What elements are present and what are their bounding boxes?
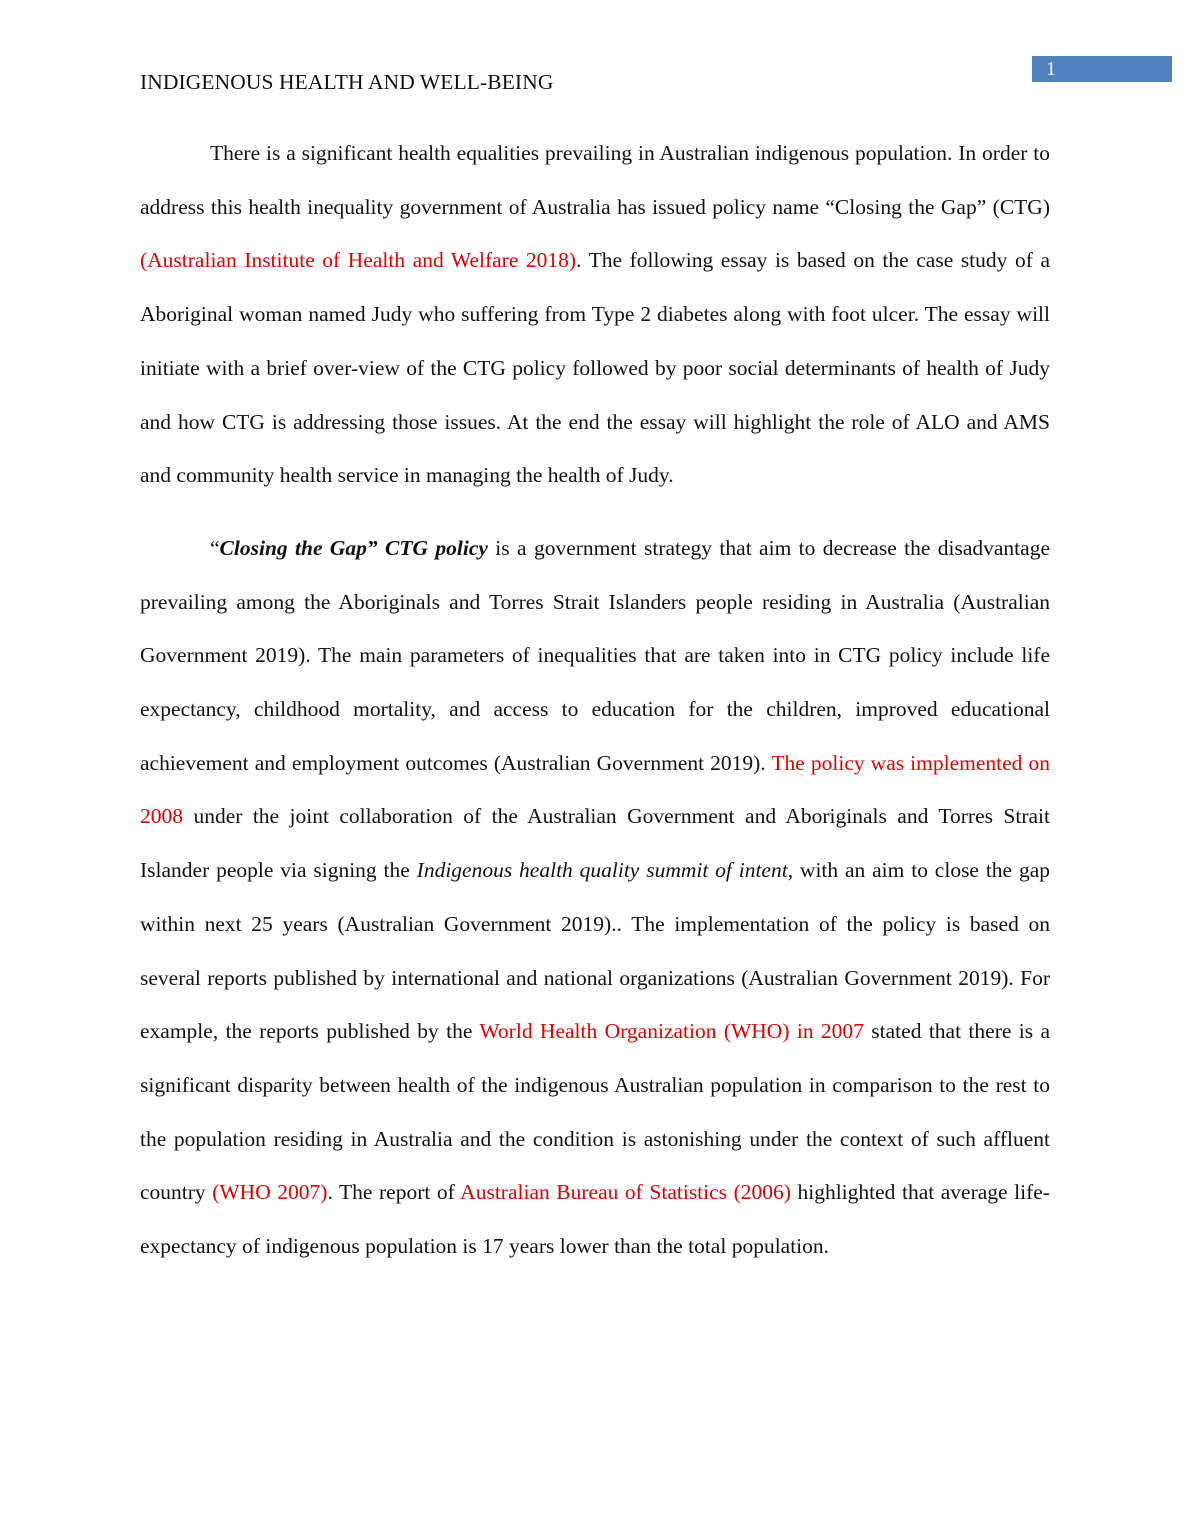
paragraph-introduction: [140, 127, 1050, 503]
text-run: . The report of: [327, 1180, 461, 1205]
text-run: There is a significant health equalities prevailing in Australian indigenous population. In order to address this health inequality government of Australia has issued policy name “Closing the Gap” (CTG): [140, 141, 1050, 219]
text-run: highlighted that average life-expectancy of indigenous population is 17 years lower than the total population.: [140, 1180, 1050, 1259]
page-number-box: [1032, 56, 1172, 82]
document-body: [140, 127, 1050, 1274]
citation-abs-2006: Australian Bureau of Statistics (2006): [460, 1180, 791, 1205]
text-run: . The following essay is based on the case study of a Aboriginal woman named Judy who suffering from Type 2 diabetes along with foot ulcer. The essay will initiate with a brief over-view of the CTG policy followed by poor social determinants of health of Judy and how CTG is addressing those issues. At the end the essay will highlight the role of ALO and AMS and community health service in managing the health of Judy.: [140, 248, 1050, 488]
highlight-who-2007: World Health Organization (WHO) in 2007: [479, 1019, 864, 1044]
citation-who-2007: (WHO 2007): [212, 1180, 328, 1205]
page-number: 1: [1046, 58, 1056, 80]
citation-aihw-2018: (Australian Institute of Health and Welfare 2018): [140, 248, 577, 273]
text-run: , with an aim to close the gap within next 25 years (Australian Government 2019).. The implementation of the policy is based on several reports published by international and national organizations (Australian Government 2019). For example, the reports published by the: [140, 858, 1050, 1044]
term-closing-the-gap: Closing the Gap” CTG policy: [219, 535, 488, 560]
running-head: INDIGENOUS HEALTH AND WELL-BEING: [140, 70, 554, 94]
text-run: stated that there is a significant disparity between health of the indigenous Australian population in comparison to the rest to the population residing in Australia and the condition is astonishing under the context of such affluent country: [140, 1019, 1051, 1205]
paragraph-ctg-policy: [140, 522, 1050, 1274]
highlight-policy-2008: The policy was implemented on 2008: [140, 750, 1050, 829]
text-run: is a government strategy that aim to decrease the disadvantage prevailing among the Aboriginals and Torres Strait Islanders people residing in Australia (Australian Government 2019). The main parameters of inequalities that are taken into in CTG policy include life expectancy, childhood mortality, and access to education for the children, improved educational achievement and employment outcomes (Australian Government 2019).: [140, 535, 1050, 775]
term-summit-of-intent: Indigenous health quality summit of intent: [416, 858, 788, 883]
text-run: “: [210, 535, 220, 560]
text-run: under the joint collaboration of the Australian Government and Aboriginals and Torres Strait Islander people via signing the: [140, 804, 1050, 883]
